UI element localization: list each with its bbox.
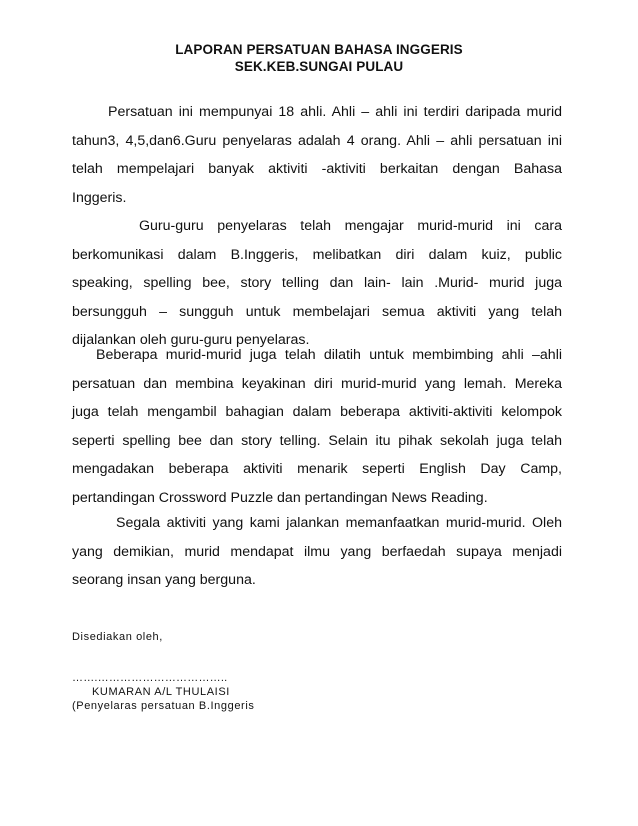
paragraph-1 <box>72 98 562 212</box>
paragraph-line: Persatuan ini mempunyai 18 ahli. Ahli – ahli ini terdiri daripada murid <box>108 104 562 120</box>
paragraph-line: tahun3, 4,5,dan6.Guru penyelaras adalah 4 orang. Ahli – ahli persatuan ini <box>72 132 562 149</box>
paragraph-line: Segala aktiviti yang kami jalankan memanfaatkan murid-murid. Oleh <box>116 515 562 531</box>
paragraph-line: persatuan dan membina keyakinan diri murid-murid yang lemah. Mereka <box>72 375 562 392</box>
signature-line: …….…………………………….. <box>72 672 228 684</box>
paragraph-line: yang demikian, murid mendapat ilmu yang berfaedah supaya menjadi <box>72 543 562 560</box>
school-name: SEK.KEB.SUNGAI PULAU <box>234 59 404 74</box>
signer-name: KUMARAN A/L THULAISI <box>92 686 230 698</box>
prepared-by-label: Disediakan oleh, <box>72 631 163 643</box>
paragraph-line: dijalankan oleh guru-guru penyelaras. <box>72 332 310 348</box>
paragraph-line: speaking, spelling bee, story telling dan lain- lain .Murid- murid juga <box>72 275 562 291</box>
paragraph-line: bersungguh – sungguh untuk membelajari semua aktiviti yang telah <box>72 303 562 320</box>
paragraph-line: seorang insan yang berguna. <box>72 572 256 588</box>
paragraph-line: Inggeris. <box>72 189 127 206</box>
paragraph-line: Guru-guru penyelaras telah mengajar murid-murid ini cara <box>139 218 562 234</box>
paragraph-3 <box>72 341 562 512</box>
paragraph-2 <box>72 212 562 355</box>
signer-role: (Penyelaras persatuan B.Inggeris <box>72 700 255 712</box>
paragraph-line: juga telah mengambil bahagian dalam beberapa aktiviti-aktiviti kelompok <box>72 404 562 420</box>
paragraph-4 <box>72 509 562 595</box>
document-title: LAPORAN PERSATUAN BAHASA INGGERIS <box>175 42 463 57</box>
paragraph-line: berkomunikasi dalam B.Inggeris, melibatkan diri dalam kuiz, public <box>72 246 562 263</box>
paragraph-line: pertandingan Crossword Puzzle dan pertandingan News Reading. <box>72 489 488 506</box>
paragraph-line: telah mempelajari banyak aktiviti -aktiviti berkaitan dengan Bahasa <box>72 161 562 177</box>
paragraph-line: Beberapa murid-murid juga telah dilatih untuk membimbing ahli –ahli <box>96 347 562 363</box>
paragraph-line: mengadakan beberapa aktiviti menarik seperti English Day Camp, <box>72 461 562 477</box>
paragraph-line: seperti spelling bee dan story telling. Selain itu pihak sekolah juga telah <box>72 432 562 449</box>
